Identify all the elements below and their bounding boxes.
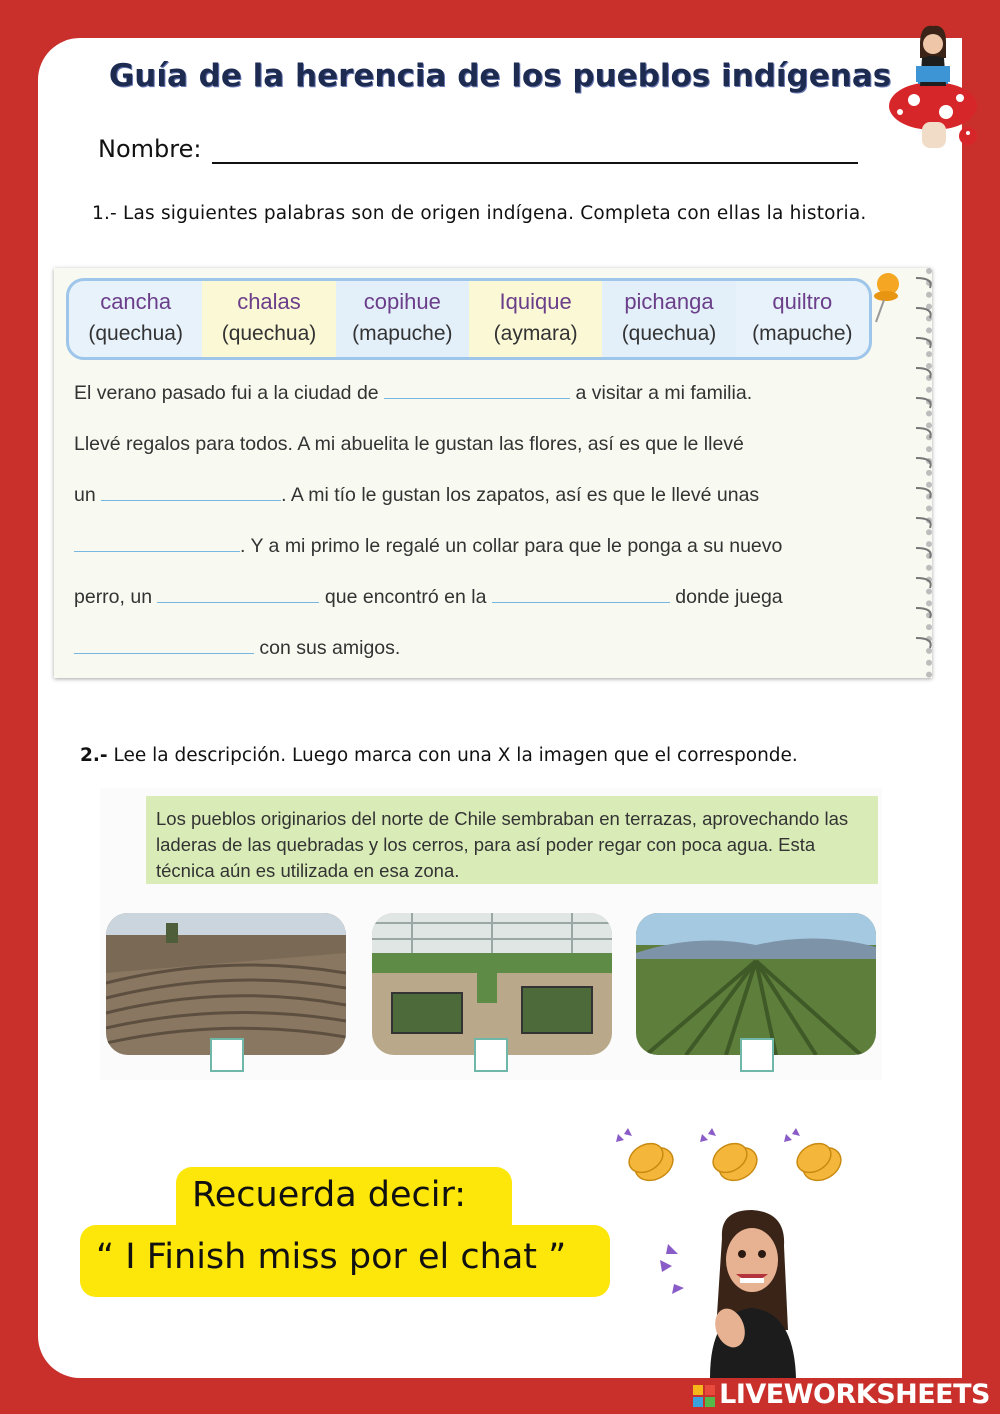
- word-bank-item: chalas (quechua): [202, 281, 335, 357]
- story-card: [54, 268, 932, 678]
- blank-input[interactable]: [74, 534, 240, 552]
- footer-brand: LIVEWORKSHEETS: [693, 1379, 990, 1410]
- description-text: Los pueblos originarios del norte de Chile sembraban en terrazas, aprovechando las laderas de las quebradas y los cerros, para así poder regar con poca agua. Esta técnica aún es utilizada en esa zona.: [146, 796, 878, 884]
- question-2: 2.- Lee la descripción. Luego marca con una X la imagen que el corresponde.: [80, 745, 798, 766]
- worksheet-title: Guía de la herencia de los pueblos indígenas: [108, 58, 892, 94]
- story-line: perro, un que encontró en la donde juega: [74, 586, 783, 608]
- story-line: con sus amigos.: [74, 635, 904, 661]
- teacher-avatar-icon: [660, 1200, 820, 1378]
- vineyard-checkbox[interactable]: [740, 1038, 774, 1072]
- description-panel: [100, 788, 882, 1080]
- vineyard-photo: [636, 913, 876, 1055]
- blank-input[interactable]: [492, 585, 670, 603]
- liveworksheets-logo-icon: [693, 1385, 715, 1407]
- notebook-spiral: [912, 268, 938, 678]
- name-input-line[interactable]: [212, 162, 858, 164]
- story-line: un . A mi tío le gustan los zapatos, así es que le llevé unas: [74, 484, 760, 506]
- reminder-line-2: “ I Finish miss por el chat ”: [80, 1225, 610, 1297]
- word-bank-item: pichanga (quechua): [602, 281, 735, 357]
- story-line: . Y a mi primo le regalé un collar para que le ponga a su nuevo: [74, 533, 904, 559]
- greenhouse-checkbox[interactable]: [474, 1038, 508, 1072]
- reminder-line-1: Recuerda decir:: [176, 1167, 512, 1239]
- pushpin-icon: [866, 270, 906, 330]
- blank-input[interactable]: [384, 381, 570, 399]
- clapping-hands-icon: [696, 1128, 766, 1188]
- greenhouse-photo: [372, 913, 612, 1055]
- terrace-photo: [106, 913, 346, 1055]
- terrace-checkbox[interactable]: [210, 1038, 244, 1072]
- blank-input[interactable]: [101, 483, 281, 501]
- question-1: 1.- Las siguientes palabras son de origen indígena. Completa con ellas la historia.: [92, 203, 867, 224]
- blank-input[interactable]: [74, 636, 254, 654]
- blank-input[interactable]: [157, 585, 319, 603]
- word-bank-item: copihue (mapuche): [336, 281, 469, 357]
- word-bank: [66, 278, 872, 360]
- word-bank-item: quiltro (mapuche): [752, 289, 853, 345]
- clapping-hands-icon: [612, 1128, 682, 1188]
- name-label: Nombre:: [98, 135, 202, 163]
- word-bank-item: Iquique (aymara): [469, 281, 602, 357]
- story-line: Llevé regalos para todos. A mi abuelita le gustan las flores, así es que le llevé: [74, 433, 744, 455]
- word-bank-item: cancha (quechua): [88, 289, 183, 345]
- story-line: El verano pasado fui a la ciudad de a visitar a mi familia.: [74, 382, 753, 404]
- clapping-hands-icon: [780, 1128, 850, 1188]
